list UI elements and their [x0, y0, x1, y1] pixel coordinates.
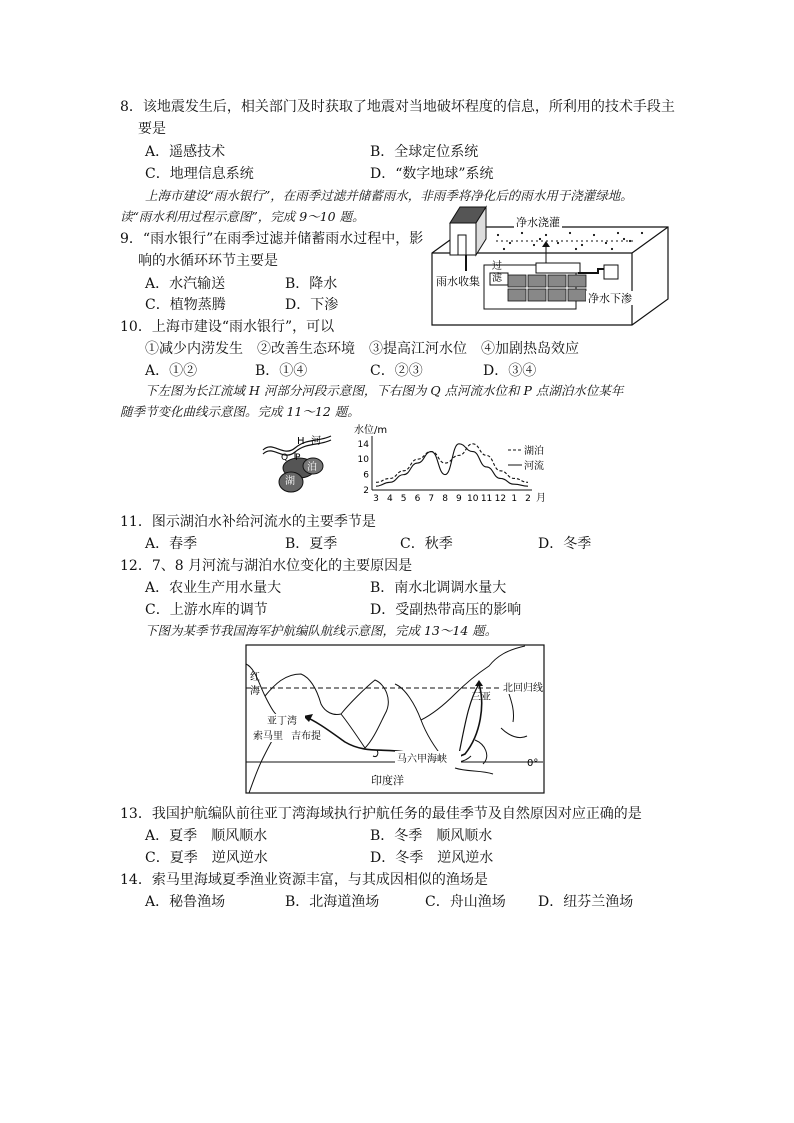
x-tick-label: 7 [428, 494, 435, 504]
q9-option-b: B．降水 [285, 276, 338, 292]
label-malacca: 马六甲海峡 [397, 754, 447, 765]
label-red-1: 红 [250, 672, 260, 683]
q14-option-c: C．舟山渔场 [425, 894, 506, 910]
q11-stem: 11．图示湖泊水补给河流水的主要季节是 [120, 514, 376, 530]
label-djibouti: 吉布提 [291, 731, 321, 742]
label-indian: 印度洋 [371, 774, 404, 787]
x-tick-label: 1 [511, 494, 518, 504]
label-lake-2: 泊 [307, 462, 317, 473]
x-tick-label: 11 [480, 494, 493, 504]
q13-option-c: C．夏季 逆风逆水 [145, 850, 268, 866]
q13-option-d: D．冬季 逆风逆水 [370, 850, 494, 866]
q10-stem: 10．上海市建设“雨水银行”，可以 [120, 319, 335, 335]
water-level-chart [350, 420, 560, 508]
q14-option-b: B．北海道渔场 [285, 894, 380, 910]
q10-option-b: B．①④ [255, 363, 308, 379]
q14-option-d: D．纽芬兰渔场 [538, 894, 634, 910]
q13-stem: 13．我国护航编队前往亚丁湾海域执行护航任务的最佳季节及自然原因对应正确的是 [120, 806, 642, 822]
label-river: 河 [311, 436, 321, 447]
label-collect: 雨水收集 [436, 275, 480, 288]
x-tick-label: 5 [400, 494, 407, 504]
y-tick-label: 14 [357, 439, 369, 450]
q10-option-c: C．②③ [370, 363, 423, 379]
label-tropic: 北回归线 [503, 683, 543, 694]
navy-route-map [245, 644, 545, 794]
q9-stem-line1: 9．“雨水银行”在雨季过滤并储蓄雨水过程中，影 [120, 231, 424, 247]
intro-11-12-line1: 下左图为长江流域 H 河部分河段示意图，下右图为 Q 点河流水位和 P 点湖泊水位某年 [145, 383, 624, 398]
x-tick-label: 8 [442, 494, 448, 504]
label-somalia: 索马里 [253, 731, 283, 742]
y-tick-label: 10 [357, 455, 369, 466]
q11-option-b: B．夏季 [285, 536, 338, 552]
x-tick-label: 2 [525, 494, 531, 504]
q12-option-a: A．农业生产用水量大 [145, 580, 282, 596]
q14-stem: 14．索马里海域夏季渔业资源丰富，与其成因相似的渔场是 [120, 872, 488, 888]
q12-option-b: B．南水北调调水量大 [370, 580, 507, 596]
label-p: P [295, 453, 301, 463]
x-tick-label: 3 [373, 494, 379, 504]
intro-9-10-line1: 上海市建设“雨水银行”，在雨季过滤并储蓄雨水，非雨季将净化后的雨水用于浇灌绿地。 [145, 188, 633, 203]
q10-option-d: D．③④ [483, 363, 537, 379]
q8-option-b: B．全球定位系统 [370, 144, 479, 160]
label-filter-2: 滤 [492, 273, 502, 284]
intro-9-10-line2: 读“雨水利用过程示意图”，完成 9～10 题。 [120, 209, 365, 224]
q8-stem-line1: 8．该地震发生后，相关部门及时获取了地震对当地破坏程度的信息，所利用的技术手段主 [120, 99, 675, 115]
q8-option-a: A．遥感技术 [145, 144, 226, 160]
q8-option-d: D．“数字地球”系统 [370, 166, 494, 182]
x-tick-label: 4 [386, 494, 393, 504]
label-lake-1: 湖 [285, 476, 295, 487]
q12-stem: 12．7、8 月河流与湖泊水位变化的主要原因是 [120, 558, 413, 574]
q14-option-a: A．秘鲁渔场 [145, 894, 226, 910]
q9-option-d: D．下渗 [285, 297, 339, 313]
chart-legend [508, 444, 544, 472]
label-infiltrate: 净水下渗 [588, 292, 632, 305]
chart-xlabel: 月 [536, 493, 546, 504]
legend-lake: 湖泊 [524, 446, 544, 457]
x-tick-label: 12 [494, 494, 507, 504]
x-tick-label: 10 [467, 494, 479, 504]
q9-option-a: A．水汽输送 [145, 276, 226, 292]
series-river-line [376, 444, 528, 486]
q13-option-a: A．夏季 顺风顺水 [145, 828, 268, 844]
legend-river: 河流 [524, 461, 544, 472]
label-h: H [297, 436, 305, 447]
q13-option-b: B．冬季 顺风顺水 [370, 828, 493, 844]
q8-option-c: C．地理信息系统 [145, 166, 254, 182]
x-tick-label: 9 [456, 494, 462, 504]
q12-option-c: C．上游水库的调节 [145, 602, 268, 618]
q10-option-a: A．①② [145, 363, 198, 379]
q11-option-c: C．秋季 [400, 536, 453, 552]
q11-option-a: A．春季 [145, 536, 198, 552]
label-aden: 亚丁湾 [267, 716, 297, 727]
q9-option-c: C．植物蒸腾 [145, 297, 226, 313]
label-red-2: 海 [250, 686, 260, 697]
intro-11-12-line2: 随季节变化曲线示意图。完成 11～12 题。 [120, 404, 360, 419]
q9-stem-line2: 响的水循环环节主要是 [138, 253, 278, 269]
label-equator: 0° [527, 758, 539, 769]
intro-13-14-line1: 下图为某季节我国海军护航编队航线示意图，完成 13～14 题。 [145, 623, 498, 638]
q8-stem-line2: 要是 [138, 121, 166, 137]
label-q: Q [281, 453, 289, 463]
q11-option-d: D．冬季 [538, 536, 592, 552]
chart-ylabel: 水位/m [354, 425, 388, 436]
y-tick-label: 2 [363, 486, 369, 496]
y-tick-label: 6 [363, 470, 369, 481]
label-irrigation: 净水浇灌 [516, 216, 560, 229]
label-filter-1: 过 [492, 261, 502, 272]
x-tick-label: 6 [414, 494, 421, 504]
rainwater-diagram [428, 203, 670, 328]
river-lake-map [255, 428, 350, 498]
q12-option-d: D．受副热带高压的影响 [370, 602, 522, 618]
label-sanya: 三亚 [471, 692, 491, 703]
q10-statements: ①减少内涝发生 ②改善生态环境 ③提高江河水位 ④加剧热岛效应 [145, 341, 579, 357]
